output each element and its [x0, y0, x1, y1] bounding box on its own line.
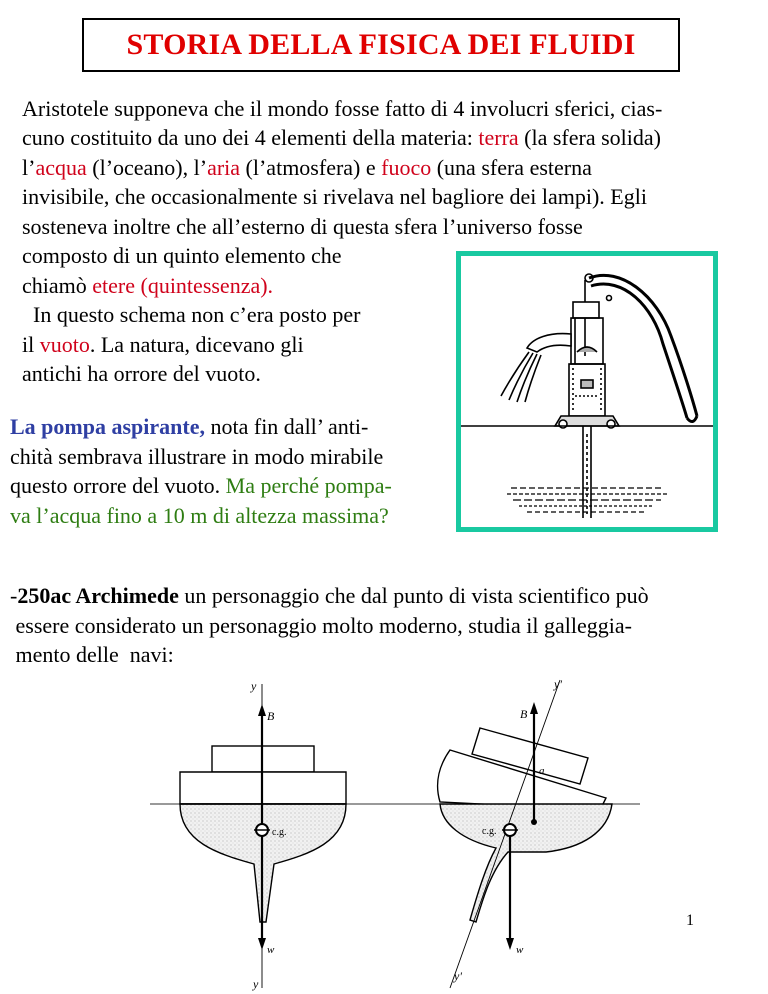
intro-line-5: sosteneva inoltre che all’esterno di questa sfera l’universo fosse — [22, 214, 583, 239]
text: (l’atmosfera) e — [240, 155, 382, 180]
archimede-heading: 250ac Archimede — [17, 583, 179, 608]
text: . La natura, dicevano gli — [89, 332, 304, 357]
word-terra: terra — [478, 125, 519, 150]
text: il — [22, 332, 40, 357]
text: un personaggio che dal punto di vista scientifico può — [178, 583, 649, 608]
label-y-top: y — [251, 679, 257, 693]
word-vuoto: vuoto — [39, 332, 90, 357]
word-aria: aria — [207, 155, 241, 180]
intro-line-3 — [22, 153, 592, 183]
intro-line-9 — [22, 330, 304, 360]
intro-line-7 — [22, 271, 273, 301]
page-title: STORIA DELLA FISICA DEI FLUIDI — [126, 28, 636, 61]
label-B-right: B — [520, 707, 528, 721]
label-a: a — [539, 765, 545, 777]
label-y-prime-bottom: y' — [454, 969, 462, 983]
text: questo orrore del vuoto. — [10, 473, 226, 498]
word-acqua: acqua — [35, 155, 87, 180]
pump-illustration-frame — [456, 251, 718, 532]
intro-line-6: composto di un quinto elemento che — [22, 243, 342, 268]
label-y-prime: y' — [554, 677, 562, 691]
text: (la sfera solida) — [518, 125, 661, 150]
pump-line-4: va l’acqua fino a 10 m di altezza massima? — [10, 503, 389, 528]
archimede-line-3: mento delle navi: — [10, 642, 174, 667]
intro-line-8: In questo schema non c’era posto per — [22, 302, 361, 327]
word-fuoco: fuoco — [381, 155, 432, 180]
label-cg-right: c.g. — [482, 826, 497, 837]
text: l’ — [22, 155, 36, 180]
text: nota fin dall’ anti- — [204, 414, 369, 439]
pump-heading: La pompa aspirante, — [10, 414, 205, 439]
text: cuno costituito da uno dei 4 elementi della materia: — [22, 125, 479, 150]
text: (una sfera esterna — [431, 155, 592, 180]
text: (l’oceano), l’ — [86, 155, 208, 180]
text: chiamò — [22, 273, 93, 298]
label-B: B — [267, 709, 275, 723]
intro-line-4: invisibile, che occasionalmente si rivelava nel bagliore dei lampi). Egli — [22, 184, 647, 209]
ship-buoyancy-diagram — [150, 672, 650, 994]
label-w: w — [267, 944, 275, 956]
archimede-line-2: essere considerato un personaggio molto moderno, studia il galleggia- — [10, 613, 632, 638]
pump-line-1 — [10, 412, 368, 442]
pump-line-3 — [10, 471, 392, 501]
title-box — [82, 18, 680, 72]
intro-line-2 — [22, 123, 661, 153]
label-w-right: w — [516, 944, 524, 956]
intro-line-1: Aristotele supponeva che il mondo fosse fatto di 4 involucri sferici, cias- — [22, 96, 663, 121]
pump-line-2: chità sembrava illustrare in modo mirabile — [10, 444, 384, 469]
text: - — [10, 583, 18, 608]
page-number: 1 — [686, 912, 694, 929]
pump-question: Ma perché pompa- — [225, 473, 392, 498]
intro-line-10: antichi ha orrore del vuoto. — [22, 361, 261, 386]
archimede-line-1 — [10, 581, 649, 611]
label-cg: c.g. — [272, 827, 287, 838]
word-etere: etere (quintessenza). — [92, 273, 274, 298]
suction-pump-illustration — [461, 256, 713, 527]
label-y-bottom: y — [253, 977, 259, 991]
